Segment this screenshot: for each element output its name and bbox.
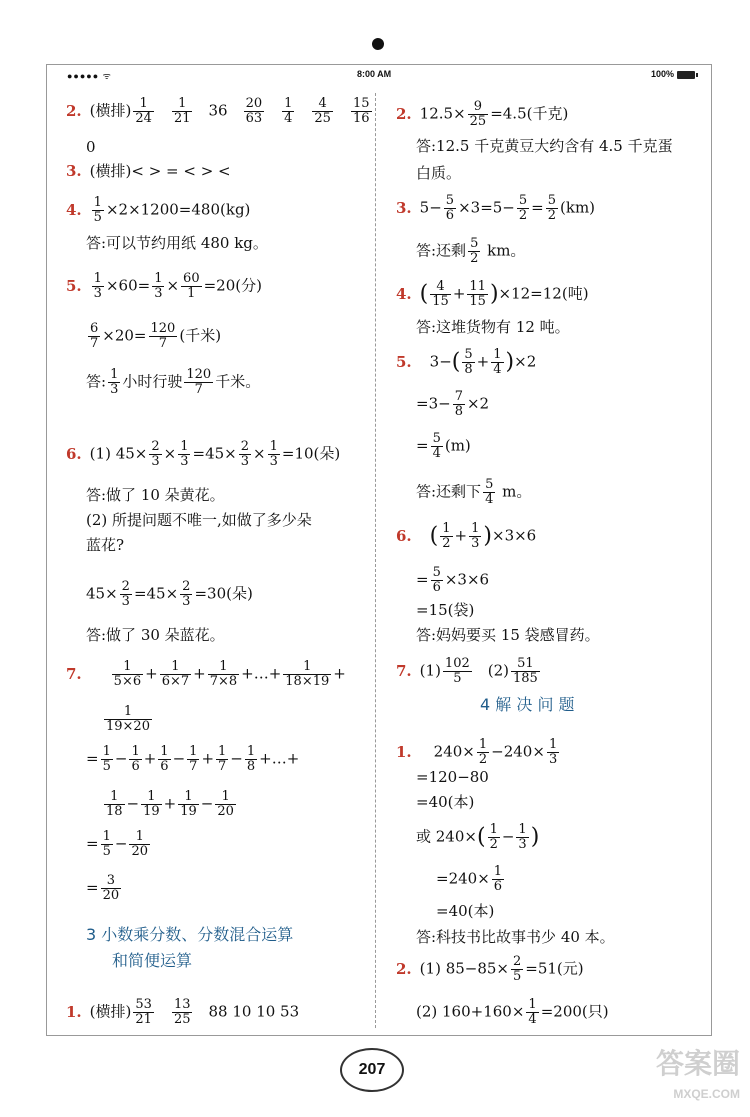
question-number: 5. bbox=[66, 276, 82, 295]
left-q7-line6: = $\frac{3}{20}$ bbox=[86, 873, 120, 903]
watermark-logo: 答案圈 MXQE.COM bbox=[655, 1048, 740, 1101]
right-q4: 4. ( $\frac{4}{15}$ + $\frac{11}{15}$ )×12=12(吨) bbox=[396, 279, 589, 309]
right-q3-answer: 答:还剩 $\frac{5}{2}$ km。 bbox=[416, 236, 526, 266]
signal-icon: ●●●●● ᯤ bbox=[67, 71, 112, 81]
question-number: 7. bbox=[66, 664, 82, 683]
question-number: 3. bbox=[66, 162, 82, 180]
fraction: $\frac{4}{25}$ bbox=[314, 96, 331, 126]
fraction: $\frac{1}{24}$ bbox=[135, 96, 152, 126]
left-q7-line2: $\frac{1}{19\times 20}$ bbox=[106, 704, 150, 734]
right-s1-line6: =40(本) bbox=[436, 902, 495, 920]
right-q2: 2. 12.5× $\frac{9}{25}$ =4.5(千克) bbox=[396, 99, 569, 129]
left-q2-tail: 0 bbox=[86, 138, 96, 156]
fraction: $\frac{1}{21}$ bbox=[173, 96, 191, 126]
left-q6-answer2: 答:做了 30 朵蓝花。 bbox=[86, 626, 225, 644]
right-q2-answer1: 答:12.5 千克黄豆大约含有 4.5 千克蛋 bbox=[416, 137, 673, 155]
question-number: 1. bbox=[66, 1002, 82, 1021]
value: 36 bbox=[208, 101, 228, 120]
answer-text: (横排)< > = < > < bbox=[89, 162, 231, 180]
expression: ×2×1200=480(kg) bbox=[105, 200, 251, 219]
left-q7-line5: = $\frac{1}{5}$ − $\frac{1}{20}$ bbox=[86, 829, 148, 859]
question-number: 4. bbox=[66, 200, 82, 219]
battery-indicator bbox=[651, 69, 695, 79]
question-number: 7. bbox=[396, 661, 412, 680]
left-q7-line3: = $\frac{1}{5}$ − $\frac{1}{6}$ + $\frac{1}{6}$ − $\frac{1}{7}$ + $\frac{1}{7}$ − $\frac{1}{8}$ +…+ bbox=[86, 744, 300, 774]
right-q5-answer: 答:还剩下 $\frac{5}{4}$ m。 bbox=[416, 477, 532, 507]
battery-icon bbox=[677, 71, 695, 79]
status-bar bbox=[47, 65, 711, 85]
left-q6-answer1: 答:做了 10 朵黄花。 bbox=[86, 486, 225, 504]
column-divider bbox=[375, 93, 376, 1028]
section-3-title: 3 小数乘分数、分数混合运算 bbox=[86, 925, 294, 944]
fraction: $\frac{20}{63}$ bbox=[245, 96, 263, 126]
left-q6-part2a: (2) 所提问题不唯一,如做了多少朵 bbox=[86, 511, 312, 529]
right-s2-line2: (2) 160+160× $\frac{1}{4}$ =200(只) bbox=[416, 997, 609, 1027]
question-number: 2. bbox=[396, 959, 412, 978]
page-number: 207 bbox=[340, 1048, 404, 1092]
left-q7-line1: 7. $\frac{1}{5\times 6}$ + $\frac{1}{6\times 7}$ + $\frac{1}{7\times 8}$ +…+ $\frac{1}{18\times 19}$ + bbox=[66, 659, 346, 689]
left-q4-answer: 答:可以节约用纸 480 kg。 bbox=[86, 234, 268, 252]
right-q5-line2: =3− $\frac{7}{8}$ ×2 bbox=[416, 389, 490, 419]
question-number: 4. bbox=[396, 284, 412, 303]
left-q6-part2b: 蓝花? bbox=[86, 536, 125, 554]
right-s1-line2: =120−80 bbox=[416, 768, 489, 786]
left-q4: 4. $\frac{1}{5}$ ×2×1200=480(kg) bbox=[66, 195, 251, 225]
right-q6-line2: = $\frac{5}{6}$ ×3×6 bbox=[416, 565, 490, 595]
left-s1: 1. (横排) $\frac{53}{21}$ $\frac{13}{25}$ 88 10 10 53 bbox=[66, 997, 300, 1027]
right-q6-answer: 答:妈妈要买 15 袋感冒药。 bbox=[416, 626, 600, 644]
right-q6-line3: =15(袋) bbox=[416, 601, 475, 619]
right-q4-answer: 答:这堆货物有 12 吨。 bbox=[416, 318, 570, 336]
right-s1-line4: 或 240×( $\frac{1}{2}$ − $\frac{1}{3}$ ) bbox=[416, 822, 540, 852]
right-s1-line1: 1. 240× $\frac{1}{2}$ −240× $\frac{1}{3}$ bbox=[396, 737, 558, 767]
fraction: $\frac{15}{16}$ bbox=[352, 96, 370, 126]
left-q2 bbox=[66, 97, 374, 126]
right-q5-line3: = $\frac{5}{4}$ (m) bbox=[416, 431, 471, 461]
right-q3: 3. 5− $\frac{5}{6}$ ×3=5− $\frac{5}{2}$ = $\frac{5}{2}$ (km) bbox=[396, 193, 596, 223]
question-number: 2. bbox=[396, 104, 412, 123]
question-number: 6. bbox=[66, 444, 82, 463]
right-q2-answer2: 白质。 bbox=[416, 164, 462, 182]
question-number: 2. bbox=[66, 101, 82, 120]
left-q6-expr2: 45× $\frac{2}{3}$ =45× $\frac{2}{3}$ =30(朵) bbox=[86, 579, 253, 609]
label: (横排) bbox=[89, 101, 132, 120]
question-number: 3. bbox=[396, 198, 412, 217]
left-q5-answer: 答: $\frac{1}{3}$ 小时行驶 $\frac{120}{7}$ 千米。 bbox=[86, 367, 261, 397]
left-q5-line2: $\frac{6}{7}$ ×20= $\frac{120}{7}$ (千米) bbox=[90, 321, 222, 351]
right-q7: 7. (1) $\frac{102}{5}$ (2) $\frac{51}{185}$ bbox=[396, 656, 538, 686]
right-s1-line3: =40(本) bbox=[416, 793, 475, 811]
section-4-title: 4 解 决 问 题 bbox=[480, 695, 575, 714]
right-s1-line5: =240× $\frac{1}{6}$ bbox=[436, 864, 503, 894]
right-s1-answer: 答:科技书比故事书少 40 本。 bbox=[416, 928, 615, 946]
right-s2-line1: 2. (1) 85−85× $\frac{2}{5}$ =51(元) bbox=[396, 954, 584, 984]
question-number: 5. bbox=[396, 352, 412, 371]
battery-percent: 100% bbox=[650, 69, 674, 79]
clock: 8:00 AM bbox=[357, 69, 392, 79]
left-q3 bbox=[66, 161, 231, 181]
fraction: $\frac{1}{4}$ bbox=[284, 96, 293, 126]
right-q5-line1: 5. 3−( $\frac{5}{8}$ + $\frac{1}{4}$ )×2 bbox=[396, 347, 537, 377]
left-q6-line1: 6. (1) 45× $\frac{2}{3}$ × $\frac{1}{3}$ =45× $\frac{2}{3}$ × $\frac{1}{3}$ =10(朵) bbox=[66, 439, 341, 469]
section-3-subtitle: 和简便运算 bbox=[112, 951, 193, 970]
right-q6-line1: 6. ( $\frac{1}{2}$ + $\frac{1}{3}$ )×3×6 bbox=[396, 521, 537, 551]
question-number: 1. bbox=[396, 742, 412, 761]
camera-dot bbox=[372, 38, 384, 50]
question-number: 6. bbox=[396, 526, 412, 545]
left-q7-line4: $\frac{1}{18}$ − $\frac{1}{19}$ + $\frac{1}{19}$ − $\frac{1}{20}$ bbox=[106, 789, 234, 819]
left-q5-line1: 5. $\frac{1}{3}$ ×60= $\frac{1}{3}$ × $\frac{60}{1}$ =20(分) bbox=[66, 271, 262, 301]
